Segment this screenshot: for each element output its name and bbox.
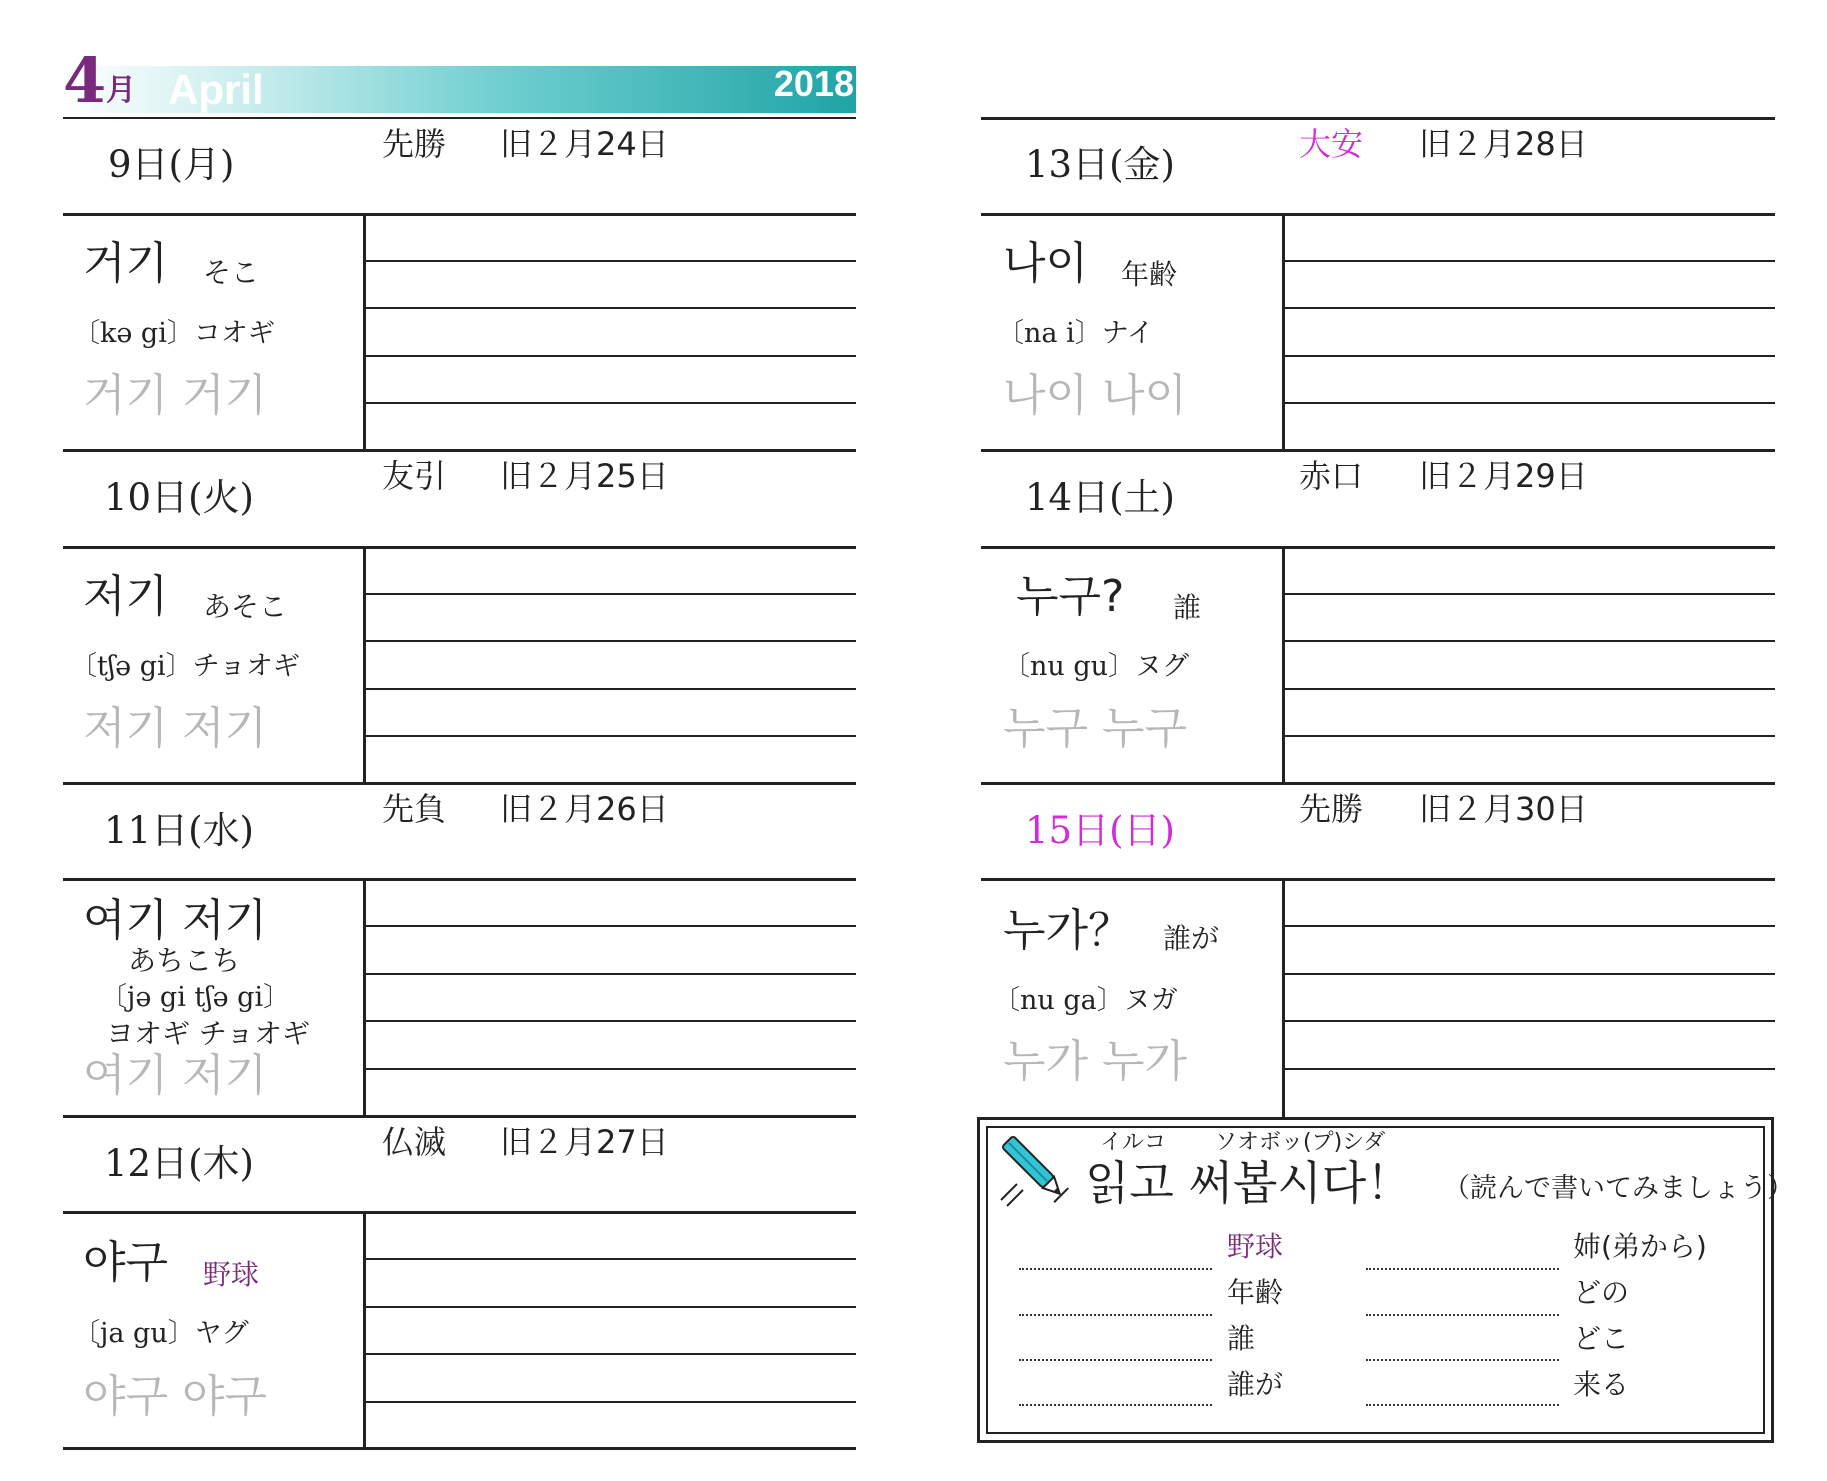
lunar-date: 旧２月28日 (1419, 125, 1588, 163)
writing-line (366, 307, 856, 309)
column-divider (1282, 213, 1285, 452)
trace-practice: 누구 누구 (1003, 703, 1188, 754)
exercise-word: 来る (1573, 1368, 1630, 1401)
rokuyo-label: 先勝 (1299, 790, 1364, 828)
writing-line (1285, 735, 1775, 737)
exercise-word: どこ (1573, 1322, 1630, 1355)
divider (981, 117, 1775, 120)
ruby-right: ソオボッ(プ)シダ (1215, 1130, 1386, 1155)
exercise-word: 野球 (1227, 1230, 1284, 1263)
writing-line (366, 402, 856, 404)
divider (981, 449, 1775, 452)
divider (981, 878, 1775, 881)
korean-word: 누구? (1016, 571, 1125, 622)
answer-line[interactable] (1366, 1268, 1559, 1270)
divider (63, 878, 856, 881)
pronunciation: 〔tʃə gi〕チョオギ (70, 651, 300, 682)
divider (63, 117, 856, 119)
column-divider (363, 546, 366, 785)
divider (981, 213, 1775, 216)
day-date: 11日(水) (104, 809, 254, 852)
answer-line[interactable] (1366, 1359, 1559, 1361)
korean-word: 저기 (83, 571, 169, 622)
korean-word: 여기 저기 (83, 895, 268, 946)
day-date: 10日(火) (104, 476, 254, 519)
ruby-left: イルコ (1100, 1130, 1167, 1155)
writing-line (1285, 925, 1775, 927)
exercise-word: どの (1573, 1276, 1630, 1309)
answer-line[interactable] (1019, 1268, 1212, 1270)
exercise-word: 誰 (1227, 1322, 1256, 1355)
pronunciation-kana: ヨオギ チョオギ (106, 1017, 311, 1050)
korean-word: 나이 (1003, 238, 1089, 289)
writing-line (366, 1401, 856, 1403)
rokuyo-label: 大安 (1299, 125, 1364, 163)
answer-line[interactable] (1366, 1404, 1559, 1406)
writing-line (1285, 640, 1775, 642)
trace-practice: 누가 누가 (1003, 1036, 1188, 1087)
divider (63, 1211, 856, 1214)
day-date: 9日(月) (108, 143, 235, 186)
exercise-word: 姉(弟から) (1573, 1230, 1707, 1263)
lunar-date: 旧２月27日 (500, 1123, 669, 1161)
divider (981, 782, 1775, 785)
lunar-date: 旧２月25日 (500, 457, 669, 495)
divider (981, 546, 1775, 549)
rokuyo-label: 先勝 (382, 125, 447, 163)
month-number: 4 (63, 44, 107, 117)
divider (63, 213, 856, 216)
korean-word: 누가？ (1003, 905, 1133, 956)
trace-practice: 여기 저기 (83, 1050, 268, 1101)
lunar-date: 旧２月29日 (1419, 457, 1588, 495)
pronunciation: 〔nu ga〕ヌガ (993, 985, 1178, 1016)
trace-practice: 나이 나이 (1003, 370, 1188, 421)
answer-line[interactable] (1019, 1359, 1212, 1361)
divider (63, 782, 856, 785)
day-date: 13日(金) (1025, 143, 1175, 186)
writing-line (366, 355, 856, 357)
divider (63, 449, 856, 452)
writing-line (1285, 593, 1775, 595)
writing-line (366, 1020, 856, 1022)
word-meaning: あちこち (128, 944, 241, 977)
day-date: 14日(土) (1025, 476, 1175, 519)
writing-line (366, 593, 856, 595)
rokuyo-label: 赤口 (1299, 457, 1364, 495)
trace-practice: 야구 야구 (83, 1371, 268, 1422)
writing-line (366, 735, 856, 737)
column-divider (363, 213, 366, 452)
pronunciation: 〔nu gu〕ヌグ (1003, 651, 1190, 682)
pronunciation: 〔jə gi tʃə gi〕 (100, 982, 291, 1013)
rokuyo-label: 友引 (382, 457, 447, 495)
writing-line (366, 688, 856, 690)
year-label: 2018 (773, 63, 854, 104)
word-meaning: 誰が (1163, 922, 1220, 955)
writing-line (366, 925, 856, 927)
lunar-date: 旧２月26日 (500, 790, 669, 828)
writing-line (1285, 1020, 1775, 1022)
writing-line (366, 1353, 856, 1355)
column-divider (363, 1211, 366, 1450)
month-kanji: 月 (106, 73, 136, 108)
rokuyo-label: 先負 (382, 790, 447, 828)
column-divider (363, 878, 366, 1118)
column-divider (1282, 878, 1285, 1118)
day-date: 12日(木) (104, 1142, 254, 1185)
writing-line (1285, 688, 1775, 690)
writing-line (1285, 973, 1775, 975)
exercise-word: 年齢 (1227, 1276, 1284, 1309)
exercise-title: 읽고 써봅시다！ (1085, 1156, 1413, 1210)
pencil-icon (995, 1128, 1075, 1210)
word-meaning: あそこ (203, 590, 288, 623)
answer-line[interactable] (1019, 1314, 1212, 1316)
exercise-word: 誰が (1227, 1368, 1284, 1401)
answer-line[interactable] (1019, 1404, 1212, 1406)
word-meaning: 野球 (203, 1258, 260, 1291)
pronunciation: 〔ja gu〕ヤグ (73, 1318, 249, 1349)
korean-word: 거기 (83, 238, 169, 289)
writing-line (366, 640, 856, 642)
pronunciation: 〔kə gi〕コオギ (73, 318, 275, 349)
writing-line (1285, 307, 1775, 309)
divider (63, 546, 856, 549)
trace-practice: 저기 저기 (83, 703, 268, 754)
answer-line[interactable] (1366, 1314, 1559, 1316)
word-meaning: 誰 (1173, 591, 1202, 624)
word-meaning: そこ (203, 256, 260, 289)
korean-word: 야구 (83, 1237, 169, 1288)
writing-line (366, 1258, 856, 1260)
writing-line (366, 1068, 856, 1070)
writing-line (1285, 1068, 1775, 1070)
writing-line (1285, 402, 1775, 404)
word-meaning: 年齢 (1121, 258, 1178, 291)
day-date: 15日(日) (1025, 809, 1175, 852)
divider (63, 1447, 856, 1450)
lunar-date: 旧２月30日 (1419, 790, 1588, 828)
column-divider (1282, 546, 1285, 785)
pronunciation: 〔na i〕ナイ (997, 318, 1154, 349)
writing-line (366, 973, 856, 975)
writing-line (366, 260, 856, 262)
trace-practice: 거기 거기 (83, 370, 268, 421)
writing-line (1285, 355, 1775, 357)
writing-line (366, 1306, 856, 1308)
divider (63, 1115, 856, 1118)
rokuyo-label: 仏滅 (382, 1123, 447, 1161)
month-english: April (168, 66, 264, 113)
writing-line (1285, 260, 1775, 262)
lunar-date: 旧２月24日 (500, 125, 669, 163)
exercise-subtitle: （読んで書いてみましょう） (1443, 1173, 1794, 1204)
